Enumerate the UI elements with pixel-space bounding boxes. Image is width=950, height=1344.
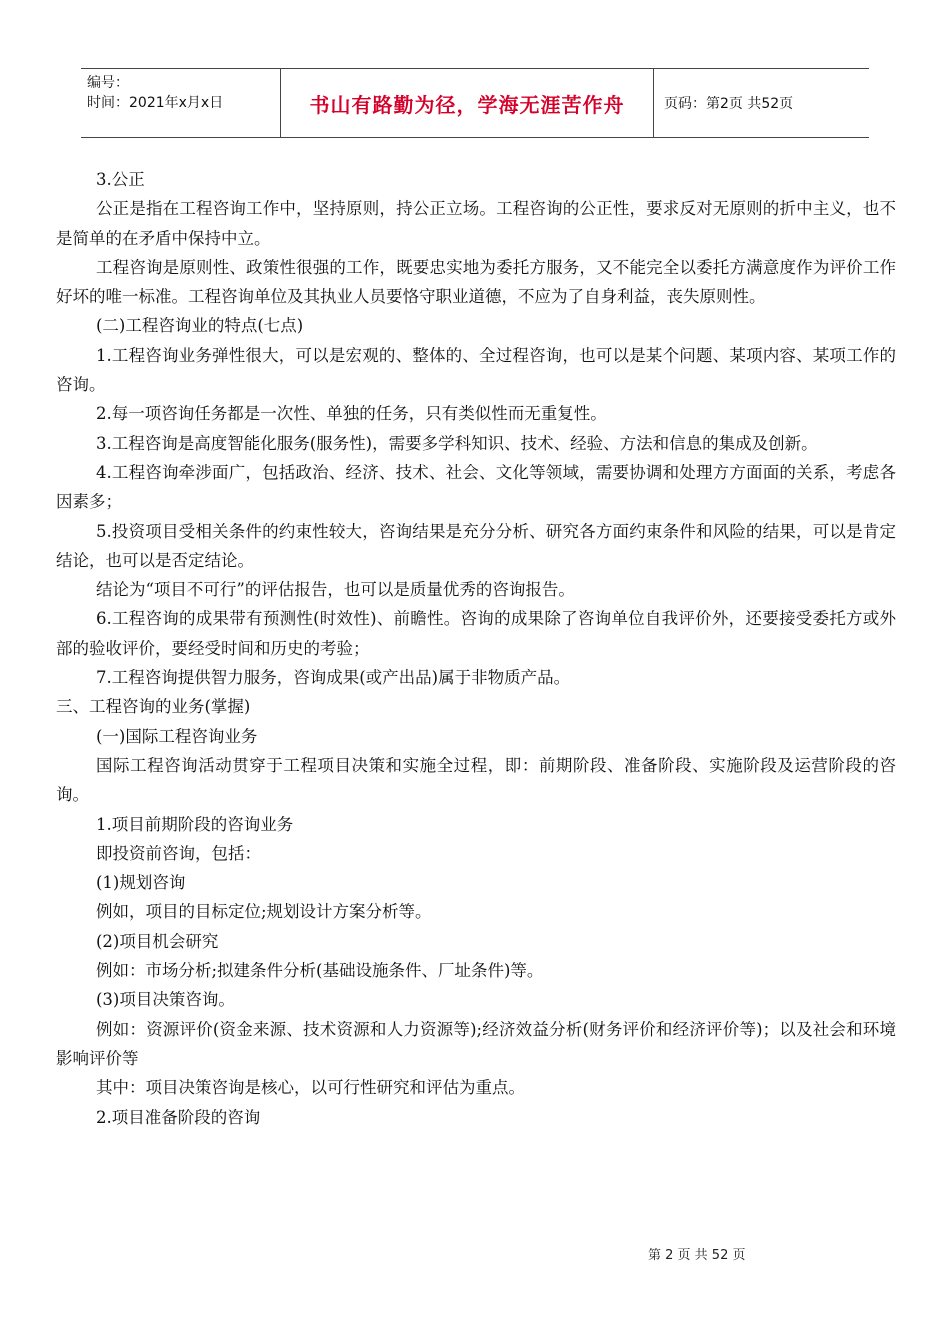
document-number-label: 编号： xyxy=(87,75,129,91)
body-paragraph: 2.每一项咨询任务都是一次性、单独的任务，只有类似性而无重复性。 xyxy=(96,404,607,424)
header-meta xyxy=(81,69,281,137)
body-paragraph: 4.工程咨询牵涉面广，包括政治、经济、技术、社会、文化等领域，需要协调和处理方方面面的关系，考虑各因素多； xyxy=(56,462,896,512)
header-page-info-cell xyxy=(654,69,869,137)
document-date: 时间：2021年x月x日 xyxy=(87,95,224,111)
body-paragraph: 即投资前咨询，包括： xyxy=(96,843,261,863)
body-paragraph: 三、工程咨询的业务(掌握) xyxy=(56,697,251,717)
body-paragraph: 3.工程咨询是高度智能化服务(服务性)，需要多学科知识、技术、经验、方法和信息的集成及创新。 xyxy=(96,433,818,453)
body-paragraph: 其中：项目决策咨询是核心，以可行性研究和评估为重点。 xyxy=(96,1078,525,1098)
body-paragraph: 7.工程咨询提供智力服务，咨询成果(或产出品)属于非物质产品。 xyxy=(96,668,571,688)
header-motto: 书山有路勤为径，学海无涯苦作舟 xyxy=(309,92,625,117)
body-paragraph: 6.工程咨询的成果带有预测性(时效性)、前瞻性。咨询的成果除了咨询单位自我评价外，还要接受委托方或外部的验收评价，要经受时间和历史的考验； xyxy=(56,609,896,658)
body-paragraph: (1)规划咨询 xyxy=(96,873,186,893)
document-body xyxy=(56,165,896,1132)
body-paragraph: 5.投资项目受相关条件的约束性较大，咨询结果是充分分析、研究各方面约束条件和风险的结果，可以是肯定结论，也可以是否定结论。 xyxy=(56,521,896,570)
body-paragraph: 1.项目前期阶段的咨询业务 xyxy=(96,814,294,834)
header-motto-cell xyxy=(281,69,654,137)
body-paragraph: 公正是指在工程咨询工作中，坚持原则，持公正立场。工程咨询的公正性，要求反对无原则的折中主义，也不是简单的在矛盾中保持中立。 xyxy=(56,199,896,248)
page-header xyxy=(81,68,869,138)
body-paragraph: 1.工程咨询业务弹性很大，可以是宏观的、整体的、全过程咨询，也可以是某个问题、某项内容、某项工作的咨询。 xyxy=(56,345,896,395)
body-paragraph: 3.公正 xyxy=(96,170,145,189)
body-paragraph: (2)项目机会研究 xyxy=(96,931,219,951)
body-paragraph: 国际工程咨询活动贯穿于工程项目决策和实施全过程，即：前期阶段、准备阶段、实施阶段及运营阶段的咨询。 xyxy=(56,755,896,805)
header-page-info: 页码：第2页 共52页 xyxy=(664,96,794,112)
body-paragraph: 例如：资源评价(资金来源、技术资源和人力资源等);经济效益分析(财务评价和经济评价等)；以及社会和环境影响评价等 xyxy=(56,1019,896,1068)
body-paragraph: (一)国际工程咨询业务 xyxy=(96,726,258,746)
page-footer: 第 2 页 共 52 页 xyxy=(648,1248,746,1263)
body-paragraph: 2.项目准备阶段的咨询 xyxy=(96,1107,261,1127)
body-paragraph: 例如，项目的目标定位;规划设计方案分析等。 xyxy=(96,902,432,922)
body-paragraph: (二)工程咨询业的特点(七点) xyxy=(96,316,304,336)
body-paragraph: 结论为“项目不可行”的评估报告，也可以是质量优秀的咨询报告。 xyxy=(96,580,575,600)
body-paragraph: (3)项目决策咨询。 xyxy=(96,990,235,1010)
body-paragraph: 例如：市场分析;拟建条件分析(基础设施条件、厂址条件)等。 xyxy=(96,961,544,981)
body-paragraph: 工程咨询是原则性、政策性很强的工作，既要忠实地为委托方服务，又不能完全以委托方满意度作为评价工作好坏的唯一标准。工程咨询单位及其执业人员要恪守职业道德，不应为了自身利益，丧失原则性。 xyxy=(56,257,896,307)
